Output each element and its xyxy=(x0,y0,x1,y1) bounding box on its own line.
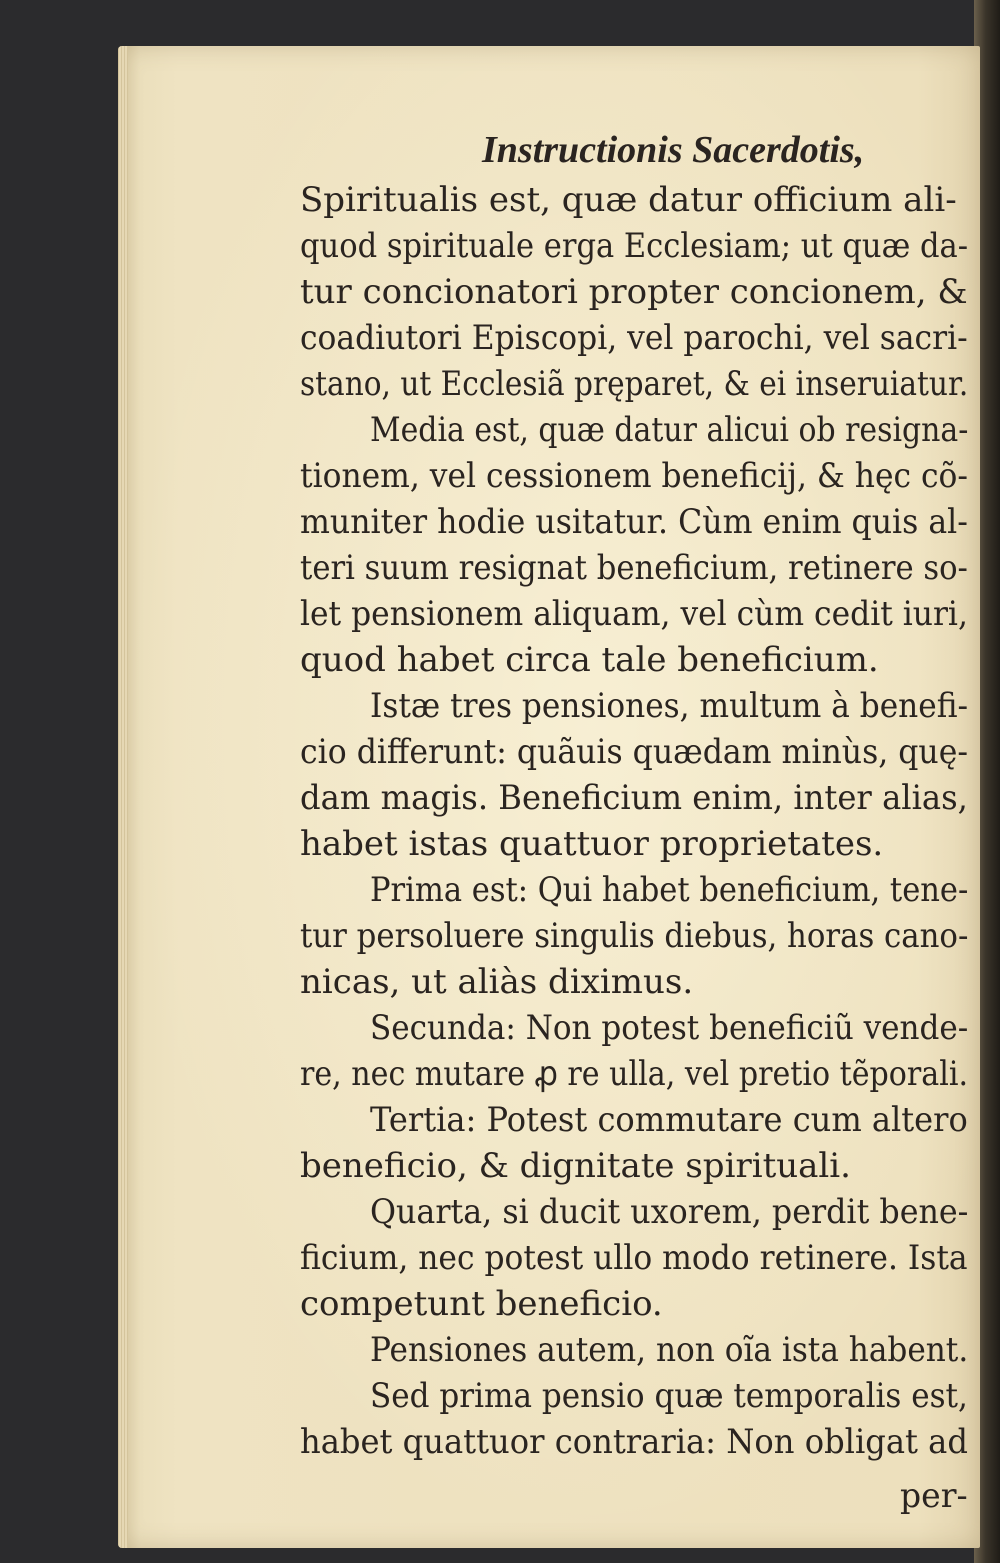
text-line: Spiritualis est, quæ datur officium ali- xyxy=(300,180,957,220)
text-line: tur concionatori propter concionem, & xyxy=(300,272,968,312)
text-line: competunt beneficio. xyxy=(300,1284,663,1324)
running-head: Instructionis Sacerdotis, xyxy=(482,129,865,171)
text-line: tionem, vel cessionem beneficij, & hęc cõ- xyxy=(300,456,968,496)
text-line: habet istas quattuor proprietates. xyxy=(300,824,884,864)
text-line: quod spirituale erga Ecclesiam; ut quæ da- xyxy=(300,226,969,266)
text-line: re, nec mutare ꝓ re ulla, vel pretio tẽporali. xyxy=(300,1054,969,1094)
text-line: Istæ tres pensiones, multum à benefi- xyxy=(370,686,969,726)
text-line: ficium, nec potest ullo modo retinere. Ista xyxy=(300,1238,968,1278)
text-line: Secunda: Non potest beneficiũ vende- xyxy=(370,1008,969,1048)
text-line: let pensionem aliquam, vel cùm cedit iuri, xyxy=(300,594,968,634)
text-line: Quarta, si ducit uxorem, perdit bene- xyxy=(370,1192,969,1232)
catchword: per- xyxy=(900,1476,968,1516)
text-line: Sed prima pensio quæ temporalis est, xyxy=(370,1376,968,1416)
text-line: tur persoluere singulis diebus, horas cano- xyxy=(300,916,969,956)
text-line: stano, ut Ecclesiã pręparet, & ei inseruiatur. xyxy=(300,364,969,404)
text-line: Media est, quæ datur alicui ob resigna- xyxy=(370,410,969,450)
page-edge xyxy=(118,46,128,1548)
text-line: nicas, ut aliàs diximus. xyxy=(300,962,694,1002)
text-line: cio differunt: quãuis quædam minùs, quę- xyxy=(300,732,969,772)
text-line: Pensiones autem, non oĩa ista habent. xyxy=(370,1330,969,1370)
text-line: habet quattuor contraria: Non obligat ad xyxy=(300,1422,968,1462)
text-line: teri suum resignat beneficium, retinere so- xyxy=(300,548,968,588)
text-line: Prima est: Qui habet beneficium, tene- xyxy=(370,870,969,910)
text-line: Tertia: Potest commutare cum altero xyxy=(370,1100,968,1140)
text-line: quod habet circa tale beneficium. xyxy=(300,640,879,680)
text-line: coadiutori Episcopi, vel parochi, vel sacri- xyxy=(300,318,968,358)
text-line: muniter hodie usitatur. Cùm enim quis al- xyxy=(300,502,968,542)
text-line: beneficio, & dignitate spirituali. xyxy=(300,1146,851,1186)
text-line: dam magis. Beneficium enim, inter alias, xyxy=(300,778,968,818)
